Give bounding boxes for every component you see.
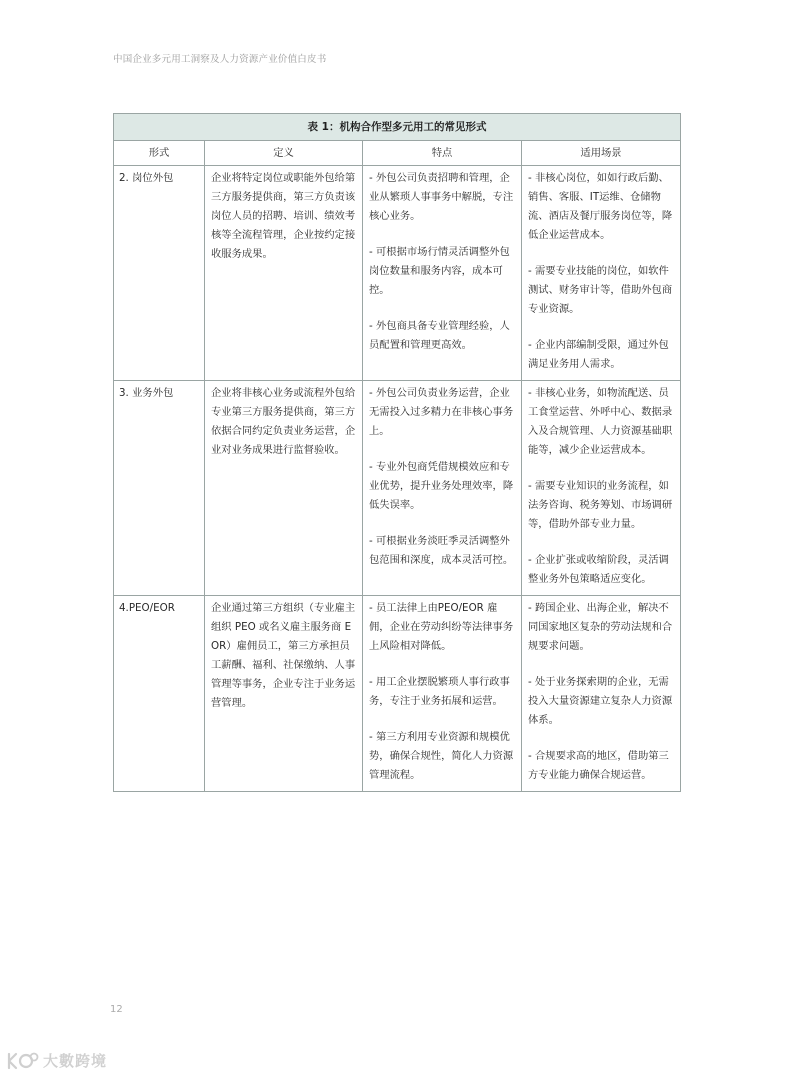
features-cell xyxy=(363,381,522,596)
feature-item: - 外包公司负责招聘和管理，企业从繁琐人事事务中解脱，专注核心业务。 xyxy=(369,172,514,222)
scenarios-cell xyxy=(522,166,681,381)
features-cell xyxy=(363,166,522,381)
scenario-item: - 需要专业知识的业务流程，如法务咨询、税务筹划、市场调研等，借助外部专业力量。 xyxy=(528,480,673,530)
column-header-features: 特点 xyxy=(363,141,522,166)
table-row xyxy=(114,596,681,792)
definition-cell: 企业将非核心业务或流程外包给专业第三方服务提供商，第三方依据合同约定负责业务运营，企业对业务成果进行监督验收。 xyxy=(205,381,363,596)
scenarios-cell xyxy=(522,381,681,596)
form-cell: 3. 业务外包 xyxy=(114,381,205,596)
feature-item: - 第三方利用专业资源和规模优势，确保合规性，简化人力资源管理流程。 xyxy=(369,731,514,781)
caption-row xyxy=(114,114,681,141)
column-header-form: 形式 xyxy=(114,141,205,166)
scenario-item: - 需要专业技能的岗位，如软件测试、财务审计等，借助外包商专业资源。 xyxy=(528,265,673,315)
features-cell xyxy=(363,596,522,792)
column-header-row xyxy=(114,141,681,166)
feature-item: - 可根据业务淡旺季灵活调整外包范围和深度，成本灵活可控。 xyxy=(369,535,514,566)
definition-cell: 企业将特定岗位或职能外包给第三方服务提供商，第三方负责该岗位人员的招聘、培训、绩效考核等全流程管理，企业按约定接收服务成果。 xyxy=(205,166,363,381)
forms-table-container xyxy=(113,113,680,792)
feature-item: - 外包商具备专业管理经验，人员配置和管理更高效。 xyxy=(369,320,510,351)
scenario-item: - 企业扩张或收缩阶段，灵活调整业务外包策略适应变化。 xyxy=(528,554,669,585)
feature-item: - 专业外包商凭借规模效应和专业优势，提升业务处理效率，降低失误率。 xyxy=(369,461,514,511)
table-row xyxy=(114,381,681,596)
scenario-item: - 非核心岗位，如如行政后勤、销售、客服、IT运维、仓储物流、酒店及餐厅服务岗位等，降低企业运营成本。 xyxy=(528,172,673,241)
feature-item: - 用工企业摆脱繁琐人事行政事务，专注于业务拓展和运营。 xyxy=(369,676,510,707)
table-row xyxy=(114,166,681,381)
definition-cell: 企业通过第三方组织（专业雇主组织 PEO 或名义雇主服务商 EOR）雇佣员工，第三方承担员工薪酬、福利、社保缴纳、人事管理等事务，企业专注于业务运营管理。 xyxy=(205,596,363,792)
scenario-item: - 企业内部编制受限，通过外包满足业务用人需求。 xyxy=(528,339,669,370)
feature-item: - 员工法律上由PEO/EOR 雇佣，企业在劳动纠纷等法律事务上风险相对降低。 xyxy=(369,602,514,652)
watermark-text: 大數跨境 xyxy=(43,1052,108,1070)
table-caption: 表 1：机构合作型多元用工的常见形式 xyxy=(114,114,681,141)
feature-item: - 可根据市场行情灵活调整外包岗位数量和服务内容，成本可控。 xyxy=(369,246,510,296)
scenarios-cell xyxy=(522,596,681,792)
feature-item: - 外包公司负责业务运营，企业无需投入过多精力在非核心事务上。 xyxy=(369,387,514,437)
scenario-item: - 跨国企业、出海企业，解决不同国家地区复杂的劳动法规和合规要求问题。 xyxy=(528,602,673,652)
scenario-item: - 处于业务探索期的企业，无需投入大量资源建立复杂人力资源体系。 xyxy=(528,676,673,726)
running-header: 中国企业多元用工洞察及人力资源产业价值白皮书 xyxy=(113,54,327,65)
page-number: 12 xyxy=(110,1004,123,1015)
scenario-item: - 合规要求高的地区，借助第三方专业能力确保合规运营。 xyxy=(528,750,669,781)
forms-table xyxy=(113,113,681,792)
ks-logo-icon xyxy=(6,1051,40,1071)
form-cell: 2. 岗位外包 xyxy=(114,166,205,381)
watermark xyxy=(6,1050,107,1071)
form-cell: 4.PEO/EOR xyxy=(114,596,205,792)
column-header-scenarios: 适用场景 xyxy=(522,141,681,166)
scenario-item: - 非核心业务，如物流配送、员工食堂运营、外呼中心、数据录入及合规管理、人力资源基础职能等，减少企业运营成本。 xyxy=(528,387,673,456)
column-header-definition: 定义 xyxy=(205,141,363,166)
